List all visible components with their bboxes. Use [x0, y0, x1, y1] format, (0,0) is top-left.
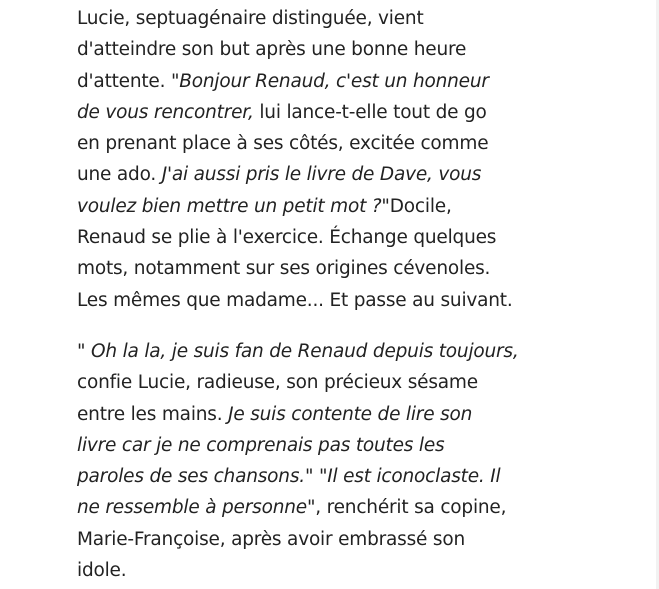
body-text: mots, notamment sur ses origines cévenoles.: [77, 258, 491, 280]
body-text: confie Lucie, radieuse, son précieux sésame: [77, 372, 478, 394]
quote-text: "Bonjour Renaud, c'est un honneur: [170, 70, 489, 92]
quote-text: Je suis contente de lire son: [228, 403, 473, 425]
body-text: Lucie, septuagénaire distinguée, vient: [77, 8, 424, 29]
text-line: [77, 336, 547, 367]
text-line: [77, 524, 547, 555]
body-text: en prenant place à ses côtés, excitée comme: [77, 133, 489, 155]
quote-text: ne ressemble à personne": [77, 497, 316, 519]
quote-text: voulez bien mettre un petit mot ?": [77, 195, 390, 217]
text-line: [77, 492, 547, 523]
body-text: ": [77, 340, 91, 362]
body-text: une ado.: [77, 164, 162, 186]
body-text: lui lance-t-elle tout de go: [253, 101, 487, 123]
quote-text: Oh la la, je suis fan de Renaud depuis toujours,: [91, 340, 519, 362]
text-line: [77, 34, 547, 65]
body-text: , renchérit sa copine,: [315, 497, 507, 519]
text-line: [77, 222, 547, 253]
body-text: Docile,: [389, 195, 452, 217]
text-line: [77, 555, 547, 586]
text-line: [77, 159, 547, 190]
quote-text: J'ai aussi pris le livre de Dave, vous: [161, 164, 482, 186]
article-paragraph: [77, 3, 547, 316]
body-text: d'attente.: [77, 70, 171, 92]
text-line: [77, 128, 547, 159]
text-line: [77, 285, 547, 316]
text-line: [77, 461, 547, 492]
body-text: Marie-Françoise, après avoir embrassé son: [77, 528, 465, 550]
quote-text: livre car je ne comprenais pas toutes les: [77, 434, 445, 456]
body-text: Les mêmes que madame... Et passe au suivant.: [77, 289, 513, 311]
text-line: [77, 399, 547, 430]
text-line: [77, 253, 547, 284]
body-text: Renaud se plie à l'exercice. Échange quelques: [77, 227, 497, 249]
body-text: entre les mains.: [77, 403, 229, 425]
text-line: [77, 430, 547, 461]
text-line: [77, 191, 547, 222]
body-text: d'atteindre son but après une bonne heure: [77, 39, 467, 61]
quote-text: de vous rencontrer,: [77, 101, 254, 123]
text-line: [77, 97, 547, 128]
article-body: [77, 3, 547, 586]
text-line: [77, 3, 547, 34]
quote-text: paroles de ses chansons." "Il est iconoclaste. Il: [77, 466, 501, 488]
text-line: [77, 367, 547, 398]
body-text: idole.: [77, 560, 127, 582]
article-paragraph: [77, 336, 547, 586]
text-line: [77, 66, 547, 97]
